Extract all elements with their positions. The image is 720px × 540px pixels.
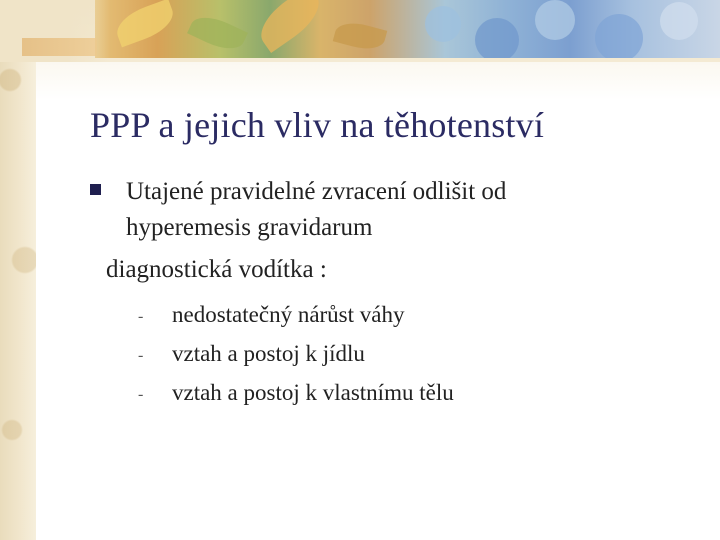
list-item-text: vztah a postoj k jídlu: [172, 341, 365, 366]
list-item-text: nedostatečný nárůst váhy: [172, 302, 405, 327]
square-bullet-icon: [90, 184, 101, 195]
subheading: diagnostická vodítka :: [106, 256, 327, 283]
list-item: [138, 380, 658, 419]
bullet-line-1: Utajené pravidelné zvracení odlišit od: [126, 178, 507, 205]
slide-title: PPP a jejich vliv na těhotenství: [90, 105, 545, 145]
left-decorative-strip: [0, 0, 36, 540]
dash-marker: -: [138, 386, 144, 403]
list-item: [138, 302, 658, 341]
top-decorative-banner: [0, 0, 720, 62]
banner-floral-image: [95, 0, 720, 58]
list-item: [138, 341, 658, 380]
bullet-line-2: hyperemesis gravidarum: [126, 214, 373, 241]
bullet-item: [90, 174, 670, 246]
dash-marker: -: [138, 347, 144, 364]
bullet-text: [126, 174, 670, 246]
dash-marker: -: [138, 308, 144, 325]
list-item-text: vztah a postoj k vlastnímu tělu: [172, 380, 454, 405]
diagnostic-list: [138, 302, 658, 419]
